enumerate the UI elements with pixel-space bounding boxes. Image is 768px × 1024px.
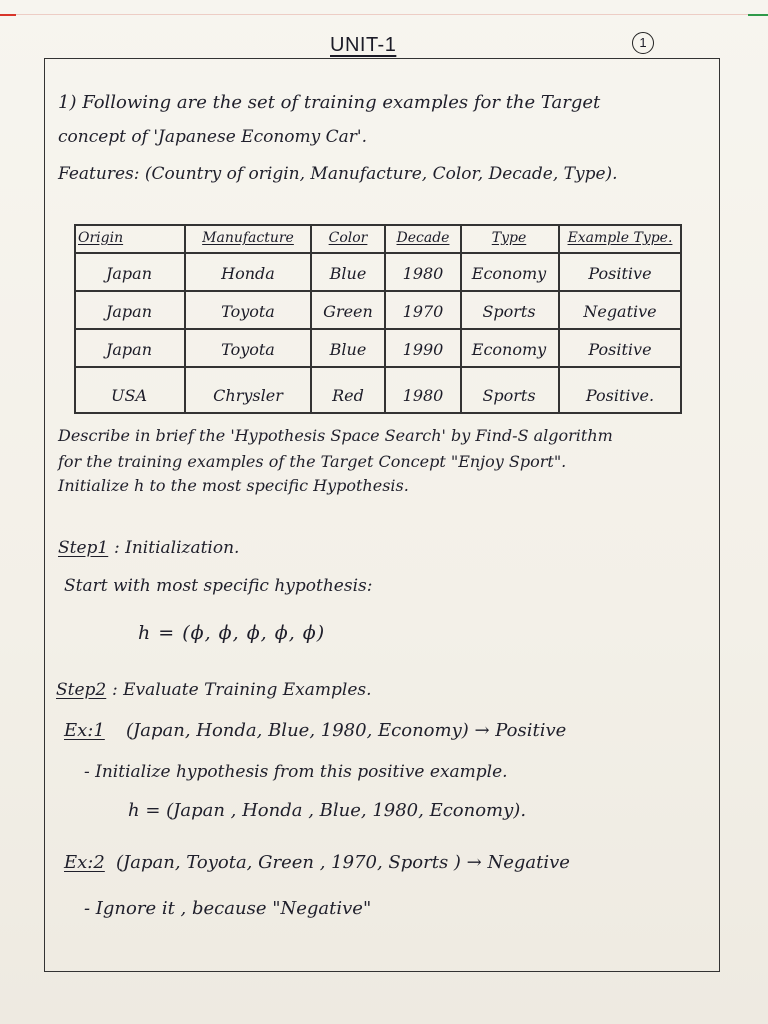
table-cell: 1970: [402, 302, 444, 321]
header-example-type: Example Type.: [567, 230, 673, 246]
table-cell: Toyota: [221, 302, 275, 321]
ex2-text: (Japan, Toyota, Green , 1970, Sports ) → Negative: [116, 852, 570, 873]
table-cell: USA: [111, 386, 147, 405]
table-cell: Blue: [329, 340, 367, 359]
description-line-3: Initialize h to the most specific Hypothesis.: [58, 476, 409, 495]
table-cell: Positive: [588, 264, 652, 283]
table-cell: Sports: [482, 302, 536, 321]
page-number: 1: [632, 32, 654, 54]
features-line: Features: (Country of origin, Manufacture, Color, Decade, Type).: [58, 164, 618, 184]
step2-label: Step2: [56, 680, 107, 700]
top-rule: [0, 14, 768, 15]
corner-mark-left: [0, 14, 16, 16]
training-examples-table: [74, 224, 682, 414]
ex2-note: - Ignore it , because "Negative": [84, 898, 372, 919]
table-cell: Economy: [471, 264, 547, 283]
ex1-text: (Japan, Honda, Blue, 1980, Economy) → Positive: [126, 720, 567, 741]
description-line-2: for the training examples of the Target Concept "Enjoy Sport".: [58, 452, 567, 471]
table-cell: Japan: [105, 264, 153, 283]
ex1-note: - Initialize hypothesis from this positive example.: [84, 762, 508, 782]
table-cell: Green: [323, 302, 373, 321]
table-cell: Positive: [588, 340, 652, 359]
table-cell: 1980: [402, 386, 444, 405]
description-line-1: Describe in brief the 'Hypothesis Space Search' by Find-S algorithm: [58, 426, 613, 445]
table-cell: Blue: [329, 264, 367, 283]
page-frame: [44, 58, 720, 972]
table-cell: Toyota: [221, 340, 275, 359]
corner-mark-right: [748, 14, 768, 16]
question-line-1: 1) Following are the set of training examples for the Target: [58, 92, 601, 113]
header-color: Color: [328, 230, 368, 246]
unit-title: UNIT-1: [330, 34, 397, 56]
table-cell: Positive.: [585, 386, 655, 405]
table-cell: Negative: [583, 302, 657, 321]
table-cell: Japan: [105, 340, 153, 359]
table-cell: 1990: [402, 340, 444, 359]
header-origin: Origin: [78, 230, 124, 246]
step1-text: Start with most specific hypothesis:: [64, 576, 373, 596]
ex1-label: Ex:1: [64, 720, 105, 741]
step1-formula: h = (ϕ, ϕ, ϕ, ϕ, ϕ): [138, 622, 326, 644]
header-manufacture: Manufacture: [202, 230, 294, 246]
ex2-label: Ex:2: [64, 852, 105, 873]
ex1-formula: h = (Japan , Honda , Blue, 1980, Economy).: [128, 800, 527, 821]
table-cell: Japan: [105, 302, 153, 321]
step1-title: : Initialization.: [114, 538, 240, 558]
header-decade: Decade: [396, 230, 450, 246]
table-cell: Sports: [482, 386, 536, 405]
table-cell: Economy: [471, 340, 547, 359]
table-cell: Red: [332, 386, 364, 405]
step1-label: Step1: [58, 538, 109, 558]
question-line-2: concept of 'Japanese Economy Car'.: [58, 127, 367, 147]
table-cell: 1980: [402, 264, 444, 283]
table-cell: Chrysler: [213, 386, 283, 405]
step2-title: : Evaluate Training Examples.: [112, 680, 372, 700]
table-cell: Honda: [221, 264, 275, 283]
header-type: Type: [491, 230, 527, 246]
